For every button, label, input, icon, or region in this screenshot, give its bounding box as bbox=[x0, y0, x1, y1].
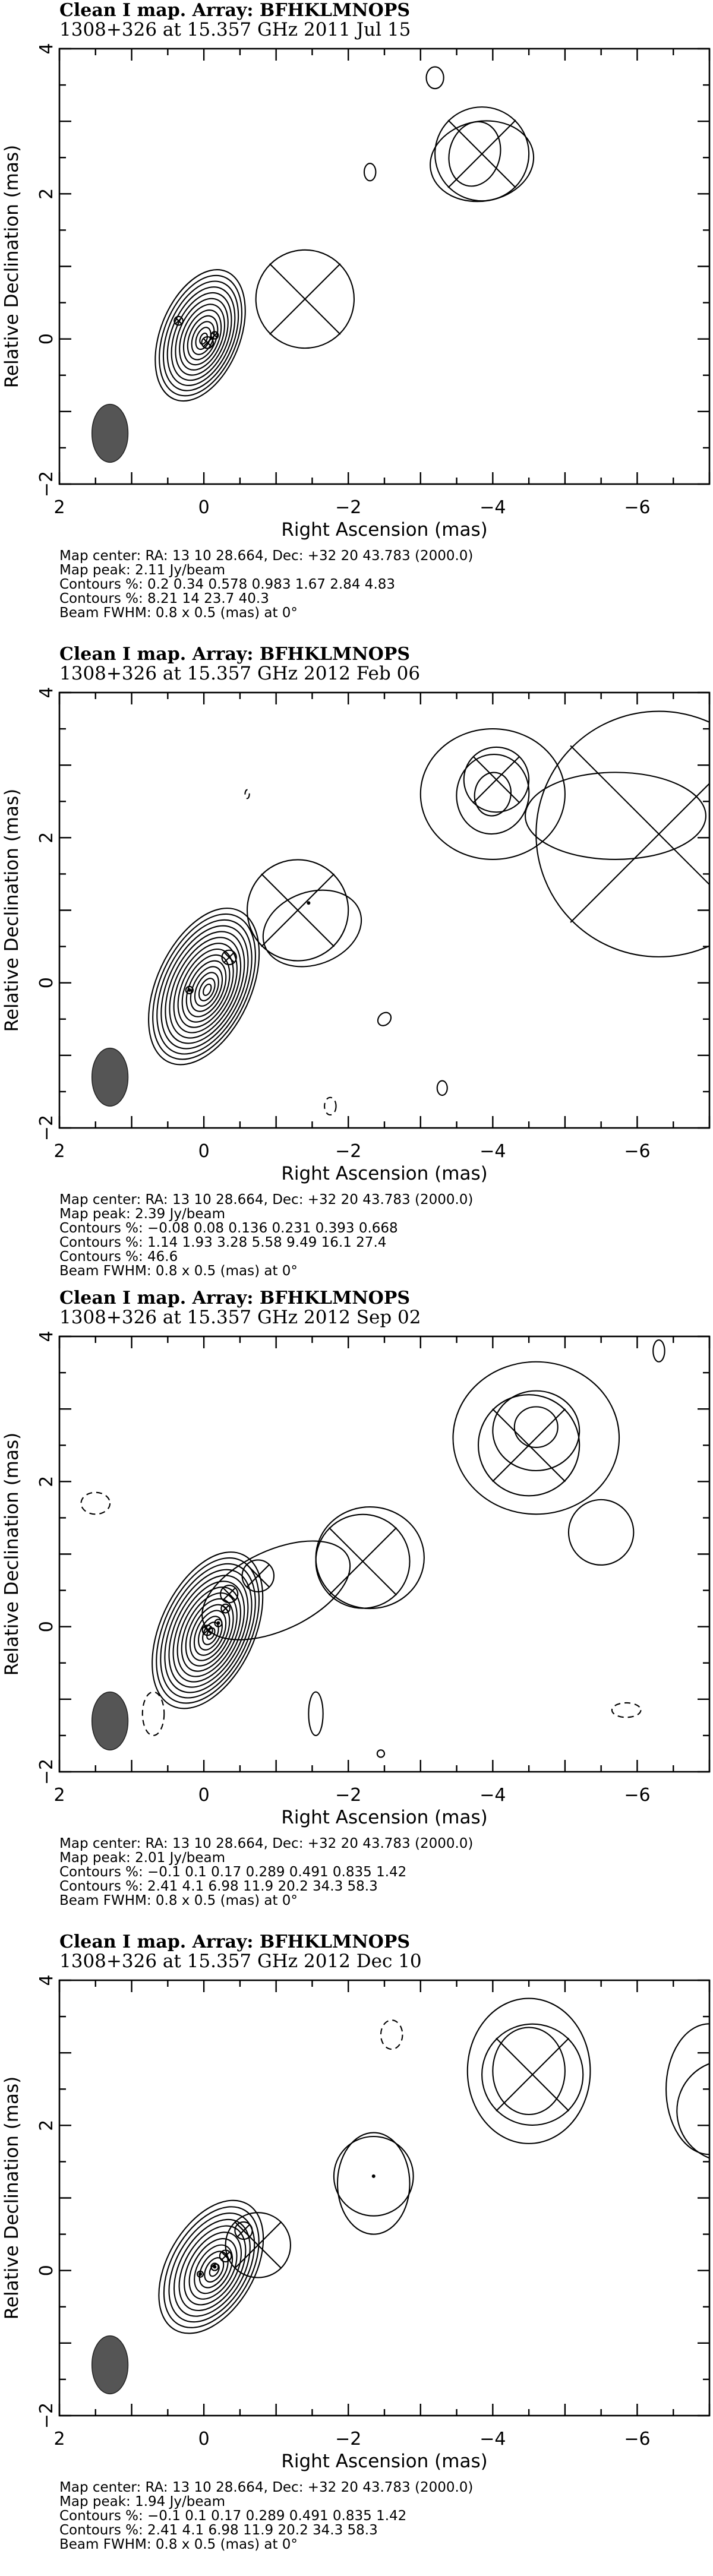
jet-contour bbox=[424, 113, 540, 210]
map-info-line: Map center: RA: 13 10 28.664, Dec: +32 20 43.783 (2000.0) bbox=[59, 1836, 474, 1851]
y-tick-label: 0 bbox=[36, 2265, 57, 2277]
core-contour bbox=[187, 2239, 240, 2300]
component-dot bbox=[307, 901, 310, 905]
map-panel bbox=[1, 0, 709, 621]
y-tick-label: 4 bbox=[36, 1330, 57, 1342]
beam-ellipse bbox=[92, 1048, 128, 1107]
x-tick-label: −4 bbox=[479, 497, 506, 518]
core-contour bbox=[167, 940, 245, 1036]
y-tick-label: 4 bbox=[36, 687, 57, 698]
map-subtitle: 1308+326 at 15.357 GHz 2012 Sep 02 bbox=[59, 1307, 421, 1328]
map-subtitle: 1308+326 at 15.357 GHz 2011 Jul 15 bbox=[59, 19, 411, 40]
y-tick-label: 0 bbox=[36, 1621, 57, 1633]
plot-area bbox=[92, 712, 713, 1115]
map-info-line: Contours %: 46.6 bbox=[59, 1249, 178, 1265]
map-info-line: Contours %: −0.08 0.08 0.136 0.231 0.393 0.668 bbox=[59, 1221, 398, 1236]
y-axis-label: Relative Declination (mas) bbox=[1, 788, 23, 1032]
jet-contour bbox=[493, 1391, 579, 1471]
x-tick-label: −2 bbox=[335, 1785, 362, 1806]
map-subtitle: 1308+326 at 15.357 GHz 2012 Feb 06 bbox=[59, 663, 421, 684]
core-contour bbox=[171, 298, 233, 377]
map-info-line: Contours %: 2.41 4.1 6.98 11.9 20.2 34.3 58.3 bbox=[59, 2523, 378, 2538]
map-info-line: Beam FWHM: 0.8 x 0.5 (mas) at 0° bbox=[59, 1893, 298, 1908]
y-tick-label: −2 bbox=[36, 1758, 57, 1785]
jet-contour bbox=[375, 1010, 393, 1028]
component-cross bbox=[570, 745, 713, 922]
x-tick-label: −6 bbox=[624, 2429, 651, 2449]
model-component bbox=[536, 712, 713, 957]
map-info-line: Map center: RA: 13 10 28.664, Dec: +32 20 43.783 (2000.0) bbox=[59, 2480, 474, 2495]
negative-contour bbox=[612, 1703, 641, 1717]
x-tick-label: 2 bbox=[53, 2429, 65, 2449]
x-tick-label: 2 bbox=[53, 1785, 65, 1806]
negative-contour bbox=[324, 1098, 336, 1115]
map-info-line: Beam FWHM: 0.8 x 0.5 (mas) at 0° bbox=[59, 605, 298, 621]
y-tick-label: 4 bbox=[36, 1974, 57, 1986]
core-contour bbox=[161, 934, 250, 1043]
y-axis-label: Relative Declination (mas) bbox=[1, 144, 23, 388]
jet-contour bbox=[450, 748, 535, 839]
map-panel bbox=[1, 1288, 709, 1908]
y-tick-label: 2 bbox=[36, 832, 57, 843]
core-contour bbox=[196, 976, 218, 1003]
y-tick-label: −2 bbox=[36, 2402, 57, 2429]
jet-contour bbox=[525, 772, 706, 859]
x-tick-label: 0 bbox=[198, 497, 210, 518]
jet-contour bbox=[337, 2133, 410, 2234]
beam-ellipse bbox=[92, 2336, 128, 2394]
x-tick-label: −2 bbox=[335, 2429, 362, 2449]
plot-area bbox=[92, 1999, 713, 2394]
component-dot bbox=[198, 2272, 202, 2276]
map-panel bbox=[1, 1932, 713, 2552]
x-axis-label: Right Ascension (mas) bbox=[281, 1807, 488, 1828]
map-info-line: Beam FWHM: 0.8 x 0.5 (mas) at 0° bbox=[59, 1263, 298, 1279]
jet-contour bbox=[653, 1340, 664, 1362]
plot-frame bbox=[59, 693, 709, 1128]
negative-contour bbox=[245, 790, 249, 799]
y-tick-label: 0 bbox=[36, 977, 57, 989]
x-tick-label: −4 bbox=[479, 2429, 506, 2449]
y-axis-label: Relative Declination (mas) bbox=[1, 2076, 23, 2320]
component-dot bbox=[188, 988, 191, 992]
map-info-line: Map center: RA: 13 10 28.664, Dec: +32 20 43.783 (2000.0) bbox=[59, 1192, 474, 1208]
jet-contour bbox=[515, 1407, 558, 1447]
x-tick-label: 0 bbox=[198, 1141, 210, 1162]
x-tick-label: 0 bbox=[198, 2429, 210, 2449]
map-info-line: Map center: RA: 13 10 28.664, Dec: +32 20 43.783 (2000.0) bbox=[59, 548, 474, 564]
component-dot bbox=[213, 2265, 216, 2269]
map-info-line: Map peak: 1.94 Jy/beam bbox=[59, 2494, 225, 2509]
x-tick-label: 2 bbox=[53, 1141, 65, 1162]
x-tick-label: 2 bbox=[53, 497, 65, 518]
x-tick-label: −6 bbox=[624, 497, 651, 518]
model-component bbox=[677, 2060, 713, 2161]
map-info-line: Map peak: 2.39 Jy/beam bbox=[59, 1206, 225, 1222]
map-info-line: Map peak: 2.01 Jy/beam bbox=[59, 1850, 225, 1866]
map-info-line: Contours %: 0.2 0.34 0.578 0.983 1.67 2.84 4.83 bbox=[59, 577, 396, 592]
beam-ellipse bbox=[92, 404, 128, 463]
jet-contour bbox=[437, 1081, 447, 1095]
x-tick-label: −6 bbox=[624, 1785, 651, 1806]
x-tick-label: −4 bbox=[479, 1785, 506, 1806]
jet-contour bbox=[569, 1500, 633, 1565]
jet-contour bbox=[316, 1507, 424, 1608]
jet-contour bbox=[187, 1521, 365, 1660]
x-tick-label: −2 bbox=[335, 497, 362, 518]
map-subtitle: 1308+326 at 15.357 GHz 2012 Dec 10 bbox=[59, 1951, 422, 1972]
negative-contour bbox=[381, 2020, 402, 2049]
map-title: Clean I map. Array: BFHKLMNOPS bbox=[59, 644, 411, 665]
y-tick-label: 2 bbox=[36, 188, 57, 200]
y-tick-label: −2 bbox=[36, 1114, 57, 1142]
core-contour bbox=[201, 983, 213, 997]
jet-contour bbox=[427, 67, 444, 89]
component-cross bbox=[570, 745, 713, 922]
component-dot bbox=[216, 1622, 220, 1625]
map-info-line: Contours %: −0.1 0.1 0.17 0.289 0.491 0.835 1.42 bbox=[59, 2508, 407, 2524]
plot-frame bbox=[59, 49, 709, 484]
plot-frame bbox=[59, 1980, 709, 2416]
map-title: Clean I map. Array: BFHKLMNOPS bbox=[59, 1932, 411, 1952]
beam-ellipse bbox=[92, 1692, 128, 1750]
map-info-line: Contours %: −0.1 0.1 0.17 0.289 0.491 0.835 1.42 bbox=[59, 1864, 407, 1880]
y-tick-label: 2 bbox=[36, 1475, 57, 1487]
map-title: Clean I map. Array: BFHKLMNOPS bbox=[59, 1288, 411, 1308]
plot-frame bbox=[59, 1336, 709, 1772]
plot-area bbox=[92, 67, 540, 463]
x-axis-label: Right Ascension (mas) bbox=[281, 1163, 488, 1184]
x-axis-label: Right Ascension (mas) bbox=[281, 519, 488, 541]
core-contour bbox=[165, 2214, 259, 2322]
y-axis-label: Relative Declination (mas) bbox=[1, 1432, 23, 1676]
y-tick-label: 2 bbox=[36, 2119, 57, 2131]
jet-contour bbox=[308, 1692, 323, 1736]
y-tick-label: 0 bbox=[36, 333, 57, 345]
core-contour bbox=[176, 305, 229, 371]
map-info-line: Beam FWHM: 0.8 x 0.5 (mas) at 0° bbox=[59, 2537, 298, 2552]
jet-contour bbox=[253, 877, 373, 980]
plot-area bbox=[81, 1340, 664, 1757]
x-tick-label: −6 bbox=[624, 1141, 651, 1162]
y-tick-label: −2 bbox=[36, 470, 57, 498]
map-title: Clean I map. Array: BFHKLMNOPS bbox=[59, 0, 411, 21]
map-info-line: Contours %: 1.14 1.93 3.28 5.58 9.49 16.1 27.4 bbox=[59, 1235, 387, 1250]
x-tick-label: −4 bbox=[479, 1141, 506, 1162]
y-tick-label: 4 bbox=[36, 43, 57, 55]
jet-contour bbox=[364, 163, 376, 181]
jet-contour bbox=[377, 1750, 384, 1757]
x-tick-label: −2 bbox=[335, 1141, 362, 1162]
map-info-line: Map peak: 2.11 Jy/beam bbox=[59, 562, 225, 578]
map-info-line: Contours %: 8.21 14 23.7 40.3 bbox=[59, 591, 269, 606]
negative-contour bbox=[81, 1493, 110, 1515]
map-info-line: Contours %: 2.41 4.1 6.98 11.9 20.2 34.3 58.3 bbox=[59, 1879, 378, 1894]
component-dot bbox=[372, 2174, 376, 2178]
negative-contour bbox=[143, 1692, 164, 1736]
jet-contour bbox=[442, 116, 508, 192]
x-tick-label: 0 bbox=[198, 1785, 210, 1806]
x-axis-label: Right Ascension (mas) bbox=[281, 2451, 488, 2472]
map-panel bbox=[1, 644, 713, 1279]
